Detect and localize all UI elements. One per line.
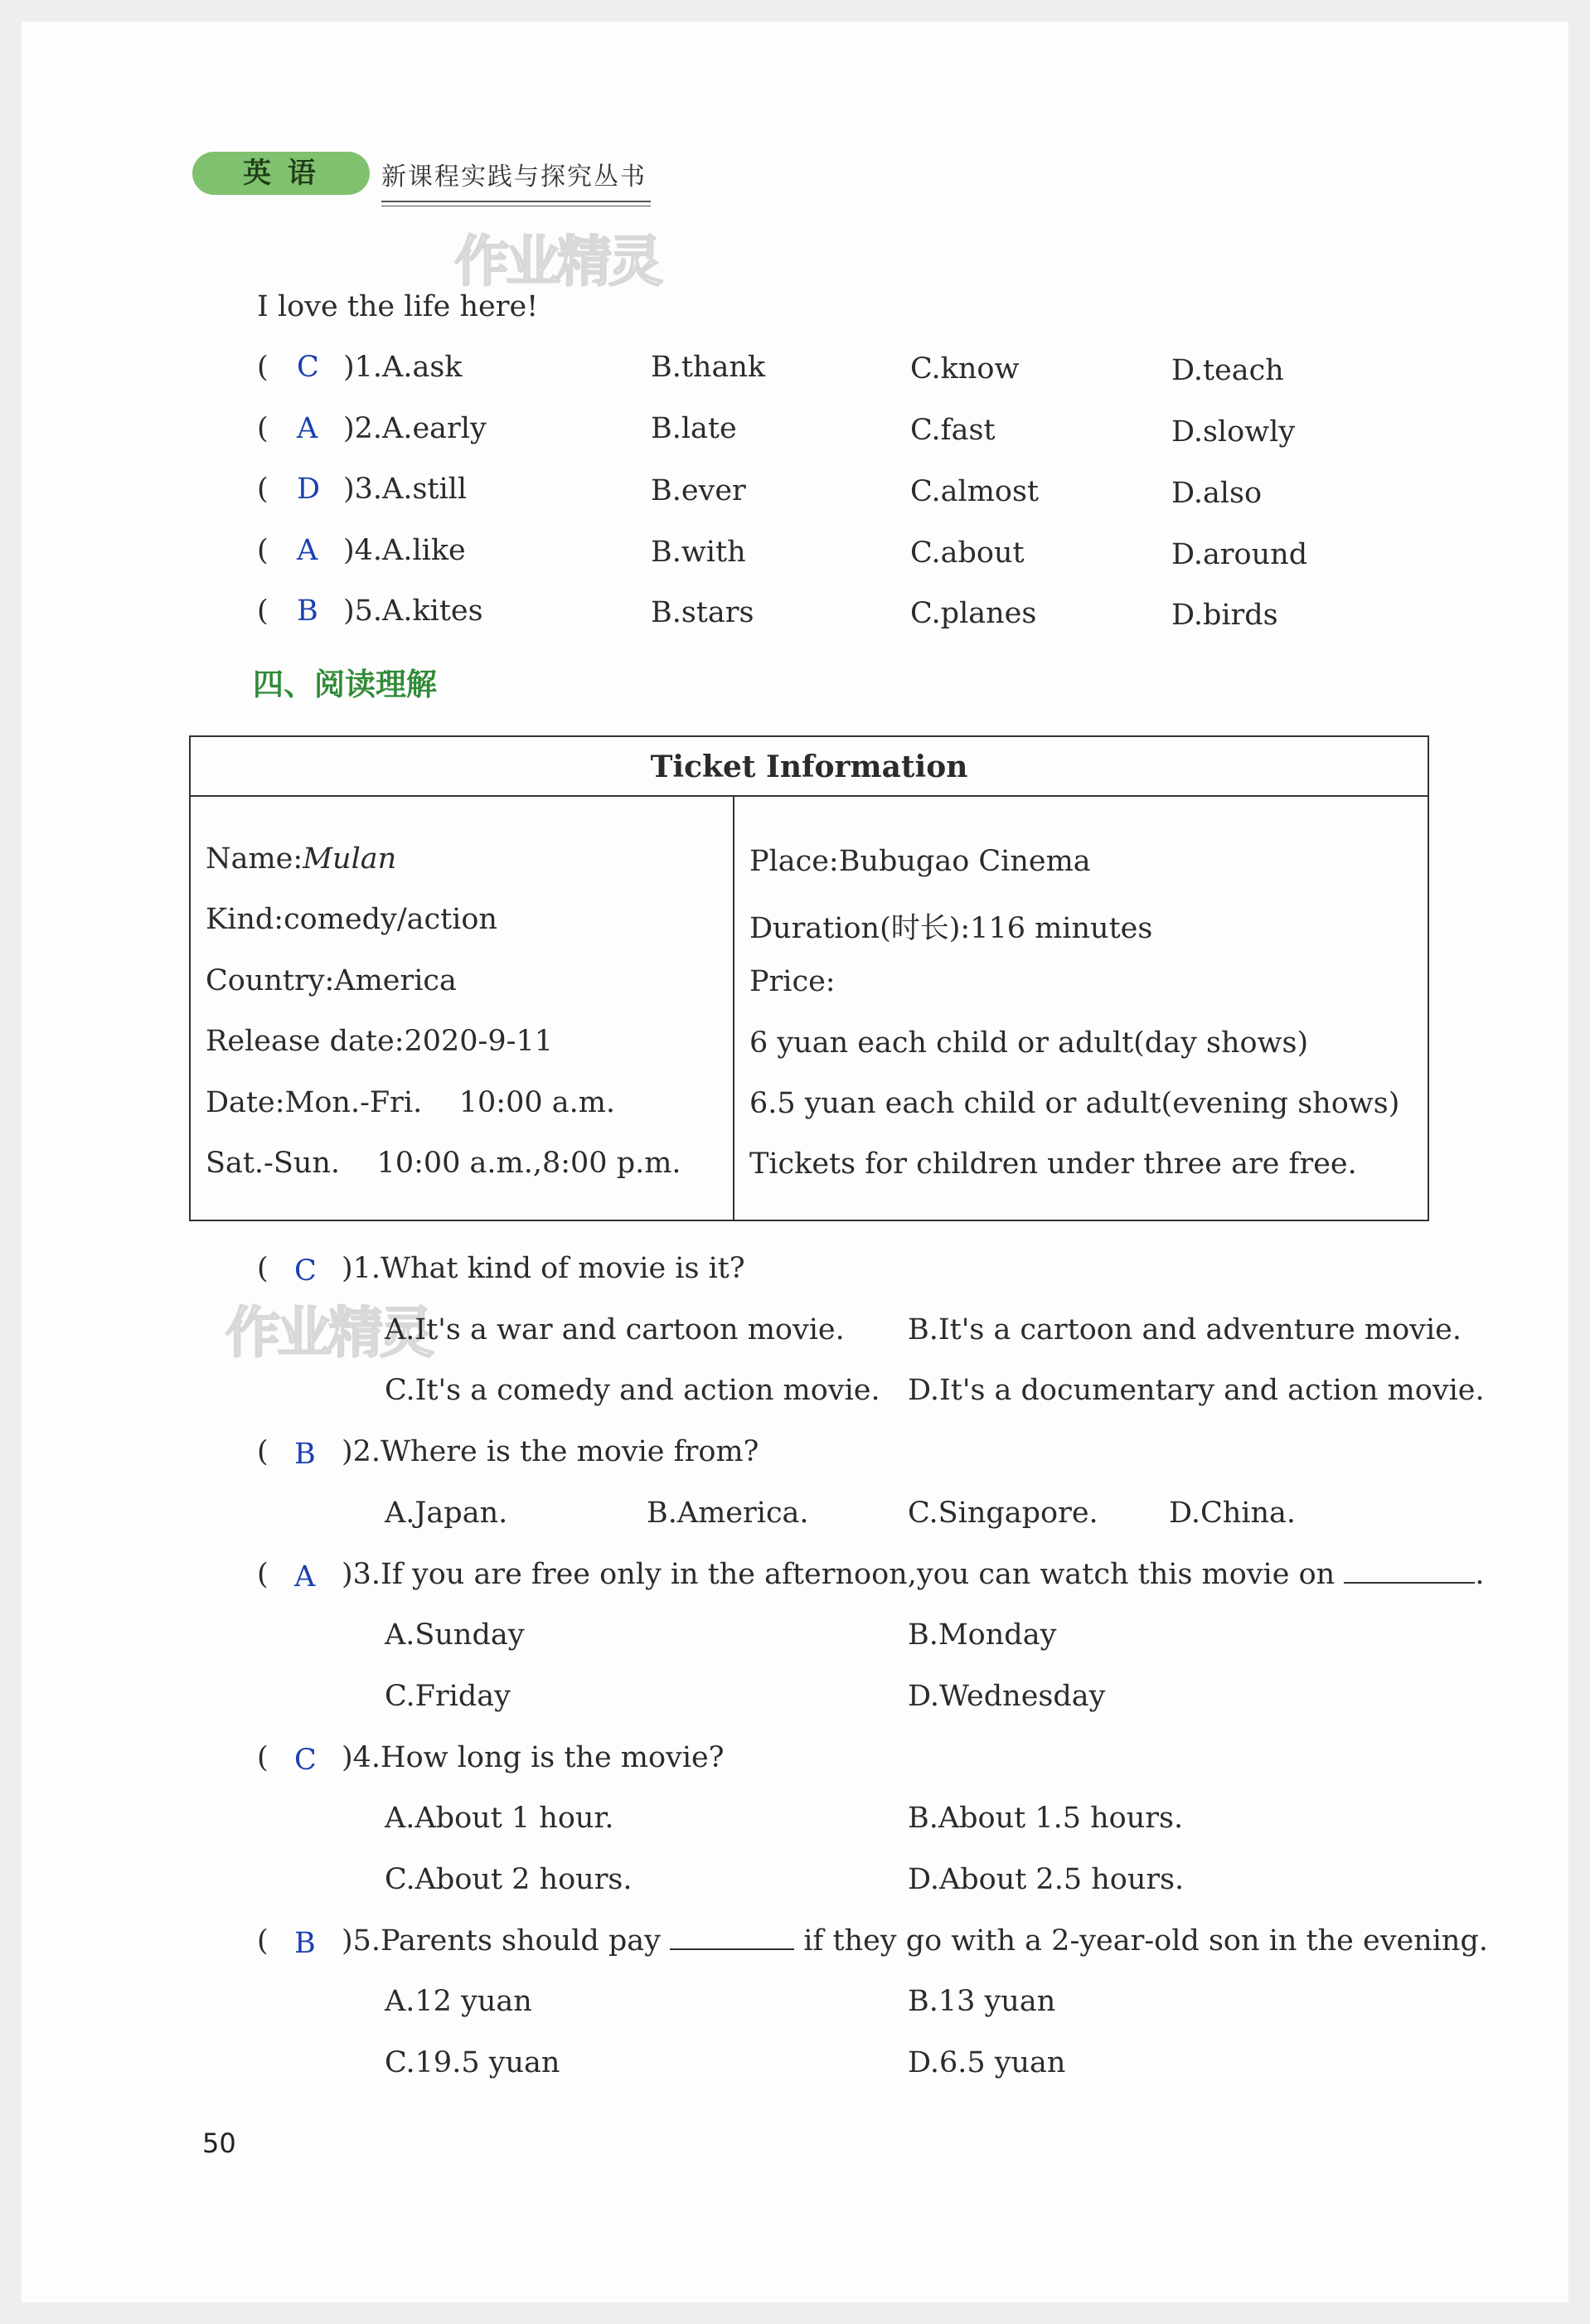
ticket-duration: Duration(时长):116 minutes bbox=[749, 912, 1153, 945]
answer: A bbox=[297, 412, 318, 445]
watermark: 作业精灵 bbox=[225, 1301, 431, 1365]
series-title: 新课程实践与探究丛书 bbox=[381, 163, 647, 192]
option-d: D.It's a documentary and action movie. bbox=[908, 1374, 1485, 1407]
paren-open: ( bbox=[257, 412, 269, 445]
option-c: C.about bbox=[910, 536, 1025, 570]
paren-open: ( bbox=[257, 534, 269, 567]
answer: B bbox=[297, 594, 318, 628]
option-b: B.stars bbox=[651, 596, 754, 629]
option-c: C.almost bbox=[910, 475, 1040, 508]
ticket-weekend-times: Sat.-Sun. 10:00 a.m.,8:00 p.m. bbox=[206, 1147, 681, 1180]
ticket-free-note: Tickets for children under three are free. bbox=[749, 1147, 1357, 1181]
option-c: C.It's a comedy and action movie. bbox=[385, 1374, 880, 1407]
option-a: )1.A.ask bbox=[343, 351, 463, 384]
option-d: D.Wednesday bbox=[908, 1680, 1106, 1713]
paren-open: ( bbox=[257, 473, 269, 506]
question-stem: )1.What kind of movie is it? bbox=[342, 1252, 745, 1285]
answer: D bbox=[297, 473, 321, 506]
question-stem: )4.How long is the movie? bbox=[342, 1741, 725, 1774]
ticket-day-price: 6 yuan each child or adult(day shows) bbox=[749, 1026, 1309, 1060]
subject-badge: 英 语 bbox=[192, 152, 370, 195]
option-a: A.12 yuan bbox=[385, 1985, 532, 2018]
option-c: C.19.5 yuan bbox=[385, 2046, 560, 2079]
option-a: )4.A.like bbox=[343, 534, 466, 567]
paren-open: ( bbox=[257, 594, 269, 628]
ticket-evening-price: 6.5 yuan each child or adult(evening shows) bbox=[749, 1087, 1400, 1120]
option-a: A.Japan. bbox=[385, 1497, 508, 1530]
table-divider bbox=[733, 797, 734, 1220]
paren-open: ( bbox=[257, 1435, 269, 1468]
answer: A bbox=[297, 534, 318, 567]
ticket-title: Ticket Information bbox=[191, 737, 1428, 797]
ticket-place: Place:Bubugao Cinema bbox=[749, 845, 1091, 878]
option-a: )2.A.early bbox=[343, 412, 487, 445]
paren-open: ( bbox=[257, 351, 269, 384]
ticket-price-label: Price: bbox=[749, 965, 836, 998]
answer: C bbox=[294, 1744, 317, 1777]
option-d: D.also bbox=[1171, 477, 1263, 510]
ticket-weekday-times: Date:Mon.-Fri. 10:00 a.m. bbox=[206, 1086, 616, 1119]
option-d: D.6.5 yuan bbox=[908, 2046, 1066, 2079]
option-b: B.Monday bbox=[908, 1618, 1057, 1652]
answer: B bbox=[294, 1438, 316, 1471]
ticket-kind: Kind:comedy/action bbox=[206, 903, 497, 936]
page-number: 50 bbox=[202, 2128, 236, 2159]
option-d: D.China. bbox=[1169, 1497, 1296, 1530]
option-a: )5.A.kites bbox=[343, 594, 483, 628]
question-stem: )3.If you are free only in the afternoon,you can watch this movie on . bbox=[342, 1558, 1485, 1591]
option-d: D.around bbox=[1171, 538, 1308, 571]
watermark: 作业精灵 bbox=[454, 230, 660, 294]
paren-open: ( bbox=[257, 1252, 269, 1285]
option-c: C.Friday bbox=[385, 1680, 511, 1713]
question-stem: )5.Parents should pay if they go with a 2-year-old son in the evening. bbox=[342, 1924, 1488, 1958]
option-d: D.birds bbox=[1171, 599, 1278, 632]
answer: B bbox=[294, 1927, 316, 1960]
section-title: 四、阅读理解 bbox=[253, 667, 437, 702]
paren-open: ( bbox=[257, 1558, 269, 1591]
paren-open: ( bbox=[257, 1741, 269, 1774]
ticket-table bbox=[189, 735, 1429, 1221]
option-b: B.It's a cartoon and adventure movie. bbox=[908, 1313, 1462, 1346]
answer-blank bbox=[670, 1948, 794, 1950]
option-c: C.know bbox=[910, 352, 1020, 386]
ticket-country: Country:America bbox=[206, 964, 457, 997]
header-rule bbox=[381, 201, 651, 202]
movie-name: Mulan bbox=[303, 842, 397, 876]
option-a: )3.A.still bbox=[343, 473, 468, 506]
option-c: C.Singapore. bbox=[908, 1497, 1098, 1530]
option-d: D.slowly bbox=[1171, 415, 1296, 449]
option-b: B.13 yuan bbox=[908, 1985, 1056, 2018]
option-b: B.with bbox=[651, 536, 746, 569]
answer: A bbox=[294, 1560, 316, 1594]
option-b: B.thank bbox=[651, 351, 766, 384]
option-b: B.About 1.5 hours. bbox=[908, 1802, 1184, 1835]
ticket-release-date: Release date:2020-9-11 bbox=[206, 1025, 554, 1058]
intro-line: I love the life here! bbox=[257, 290, 539, 323]
option-c: C.fast bbox=[910, 414, 996, 447]
option-a: A.About 1 hour. bbox=[385, 1802, 614, 1835]
answer: C bbox=[294, 1254, 317, 1288]
option-b: B.ever bbox=[651, 474, 746, 507]
option-d: D.teach bbox=[1171, 354, 1284, 387]
option-c: C.About 2 hours. bbox=[385, 1863, 633, 1896]
option-b: B.America. bbox=[647, 1497, 809, 1530]
answer-blank bbox=[1344, 1582, 1475, 1584]
ticket-name: Name:Mulan bbox=[206, 842, 397, 876]
answer: C bbox=[297, 351, 319, 384]
option-b: B.late bbox=[651, 412, 737, 445]
option-c: C.planes bbox=[910, 597, 1037, 630]
paren-open: ( bbox=[257, 1924, 269, 1958]
option-a: A.Sunday bbox=[385, 1618, 525, 1652]
option-d: D.About 2.5 hours. bbox=[908, 1863, 1185, 1896]
question-stem: )2.Where is the movie from? bbox=[342, 1435, 759, 1468]
option-a: A.It's a war and cartoon movie. bbox=[385, 1313, 845, 1346]
